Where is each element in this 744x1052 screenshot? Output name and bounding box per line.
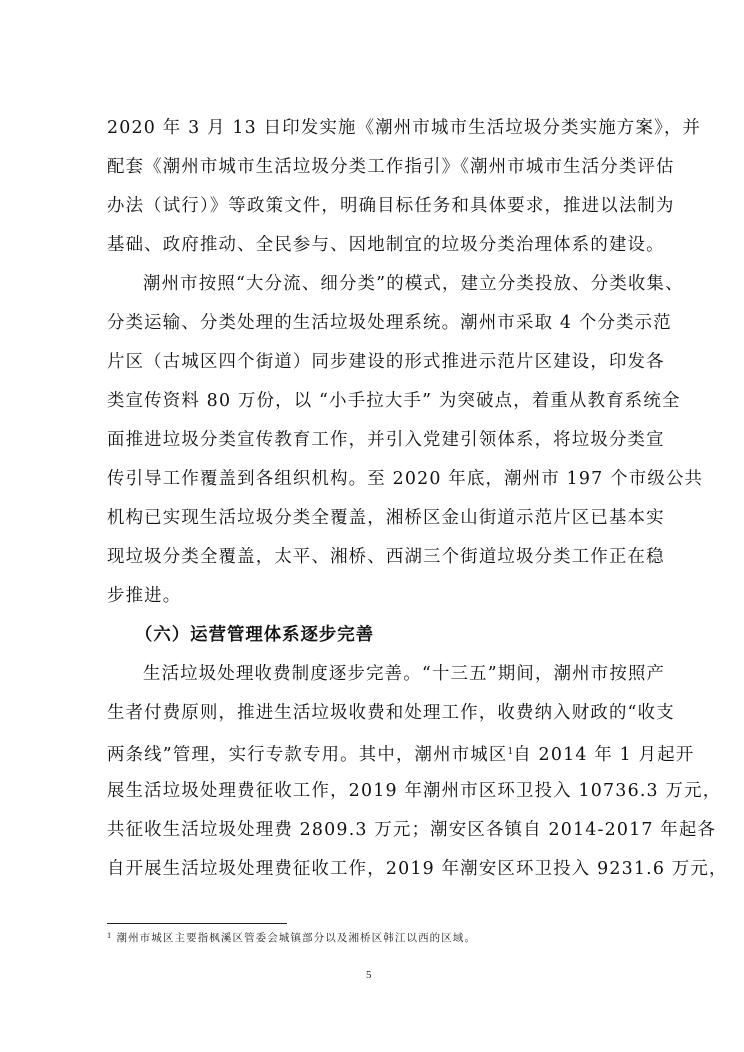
text-line: 配套《潮州市城市生活垃圾分类工作指引》《潮州市城市生活分类评估: [107, 157, 675, 177]
page-number: 5: [366, 969, 372, 981]
text-line: 生活垃圾处理收费制度逐步完善。“十三五”期间，潮州市按照产: [143, 664, 666, 684]
text-segment: 自 2014 年 1 月起开: [513, 745, 695, 765]
text-line: [107, 737, 695, 776]
text-line: 面推进垃圾分类宣传教育工作，并引入党建引领体系，将垃圾分类宣: [107, 430, 665, 450]
text-line: 共征收生活垃圾处理费 2809.3 万元；潮安区各镇自 2014-2017 年起各: [107, 820, 717, 840]
text-segment: 两条线”管理，实行专款专用。其中，潮州市城区: [107, 745, 508, 765]
text-line: 潮州市按照“大分流、细分类”的模式，建立分类投放、分类收集、: [143, 274, 684, 294]
text-line: 基础、政府推动、全民参与、因地制宜的垃圾分类治理体系的建设。: [107, 235, 665, 255]
paragraph-fee-system: [107, 659, 728, 893]
text-line: 展生活垃圾处理费征收工作，2019 年潮州市区环卫投入 10736.3 万元，: [107, 781, 722, 801]
document-page: [107, 113, 728, 893]
text-line: 分类运输、分类处理的生活垃圾处理系统。潮州市采取 4 个分类示范: [107, 313, 672, 333]
footnote-reference[interactable]: 1: [507, 747, 514, 757]
section-heading: （六）运营管理体系逐步完善: [135, 625, 375, 645]
footnote-marker: 1: [107, 932, 112, 940]
text-line: 自开展生活垃圾处理费征收工作，2019 年潮安区环卫投入 9231.6 万元，: [107, 859, 728, 879]
text-line: 片区（古城区四个街道）同步建设的形式推进示范片区建设，印发各: [107, 352, 665, 372]
text-line: 生者付费原则，推进生活垃圾收费和处理工作，收费纳入财政的“收支: [107, 703, 675, 723]
footnote-text: 潮州市城区主要指枫溪区管委会城镇部分以及湘桥区韩江以西的区域。: [116, 932, 477, 944]
text-line: 现垃圾分类全覆盖，太平、湘桥、西湖三个街道垃圾分类工作正在稳: [107, 547, 665, 567]
text-line: 机构已实现生活垃圾分类全覆盖，湘桥区金山街道示范片区已基本实: [107, 508, 665, 528]
paragraph-policy-documents: [107, 113, 702, 269]
footnote-divider: [107, 923, 287, 924]
footnote: [107, 930, 476, 945]
text-line: 办法（试行）》等政策文件，明确目标任务和具体要求，推进以法制为: [107, 196, 675, 216]
paragraph-classification-system: [107, 269, 704, 620]
text-line: 类宣传资料 80 万份，以 “小手拉大手” 为突破点，着重从教育系统全: [107, 391, 681, 411]
text-line: 传引导工作覆盖到各组织机构。至 2020 年底，潮州市 197 个市级公共: [107, 469, 704, 489]
text-line: 2020 年 3 月 13 日印发实施《潮州市城市生活垃圾分类实施方案》，并: [107, 118, 702, 138]
text-line: 步推进。: [107, 586, 182, 606]
